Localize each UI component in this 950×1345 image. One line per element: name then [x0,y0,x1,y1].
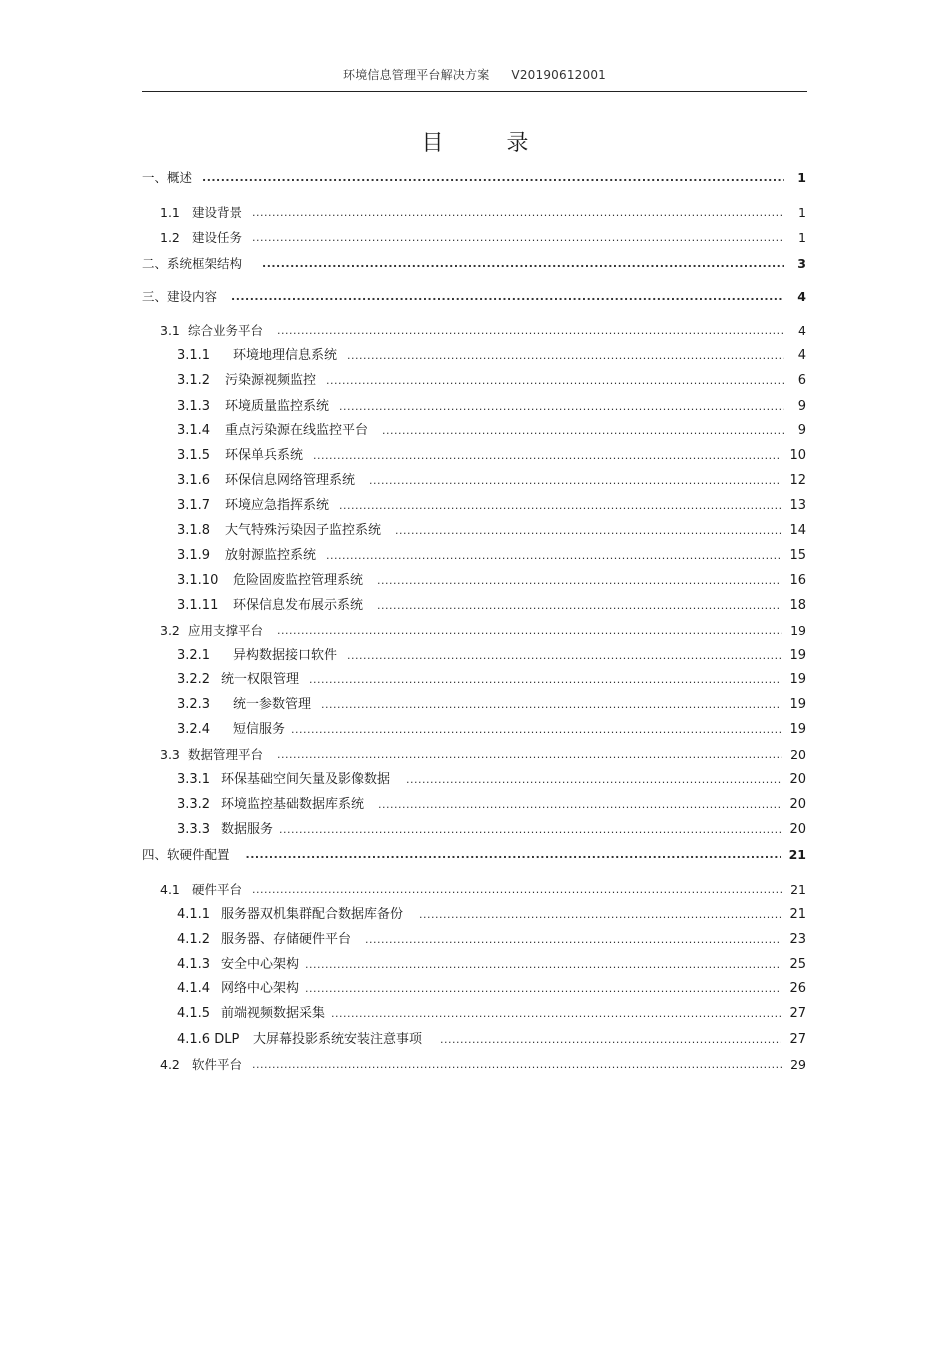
toc-entry-page: 21 [788,847,806,862]
toc-entry-page: 1 [797,170,806,185]
toc-entry-number: 3.1.4 [177,423,211,438]
toc-dot-leader [365,931,781,949]
toc-entry[interactable] [177,696,806,714]
toc-entry-label: 数据管理平台 [188,747,264,762]
toc-entry-number: 3.1.3 [177,399,211,414]
toc-entry[interactable] [142,288,806,306]
toc-entry-number: 3.1.11 [177,598,219,613]
toc-dot-leader [277,622,782,640]
toc-entry[interactable] [177,398,806,416]
toc-entry-number: 3.1.7 [177,498,211,513]
toc-entry[interactable] [177,597,806,615]
toc-entry-label: 四、软硬件配置 [142,847,230,862]
toc-entry-label: 环境质量监控系统 [225,399,330,414]
toc-entry-label: 二、系统框架结构 [142,256,243,271]
toc-entry-number: 3.1.8 [177,523,211,538]
toc-entry-number: 3.1.1 [177,348,211,363]
toc-entry-page: 15 [789,548,806,563]
toc-entry-page: 19 [789,697,806,712]
toc-entry[interactable] [177,906,806,924]
toc-dot-leader [377,597,781,615]
toc-entry[interactable] [177,1005,806,1023]
toc-entry[interactable] [142,846,806,864]
toc-dot-leader [326,372,784,390]
toc-entry-number: 4.1.2 [177,932,211,947]
toc-entry-page: 26 [789,981,806,996]
toc-entry-page: 23 [789,932,806,947]
toc-entry-number: 3.1.10 [177,573,219,588]
toc-entry[interactable] [177,956,806,974]
toc-entry-number: 1.1 [160,205,180,220]
toc-entry-label: 异构数据接口软件 [233,648,338,663]
toc-entry-page: 14 [789,523,806,538]
toc-entry[interactable] [177,422,806,440]
toc-entry-label: 硬件平台 [192,882,243,897]
toc-dot-leader [347,347,784,365]
toc-entry[interactable] [177,771,806,789]
toc-entry[interactable] [177,522,806,540]
document-code: V20190612001 [511,68,606,82]
toc-entry[interactable] [142,169,806,187]
toc-entry-page: 4 [797,289,806,304]
toc-dot-leader [231,288,784,306]
toc-entry[interactable] [177,796,806,814]
toc-entry-number: 4.1.4 [177,981,211,996]
page-header [142,66,807,83]
toc-entry-label: 建设背景 [192,205,243,220]
toc-dot-leader [347,647,781,665]
toc-entry-label: 大气特殊污染因子监控系统 [225,523,382,538]
toc-entry-number: 3.3.2 [177,797,211,812]
toc-dot-leader [440,1031,781,1049]
toc-entry[interactable] [177,497,806,515]
toc-entry-number: 4.1.3 [177,957,211,972]
toc-entry[interactable] [177,647,806,665]
toc-entry-page: 20 [790,747,806,762]
toc-entry-number: 3.2.2 [177,672,211,687]
toc-entry-page: 9 [797,399,806,414]
toc-dot-leader [291,721,781,739]
toc-dot-leader [326,547,781,565]
toc-dot-leader [246,846,781,864]
toc-entry-page: 27 [789,1032,806,1047]
toc-entry-label: 三、建设内容 [142,289,218,304]
toc-entry-number: 3.1.2 [177,373,211,388]
toc-entry-label: 短信服务 [233,722,286,737]
toc-entry[interactable] [160,1056,806,1074]
toc-entry[interactable] [177,447,806,465]
toc-entry-label: 安全中心架构 [221,957,300,972]
toc-entry-page: 21 [790,882,806,897]
toc-entry-page: 9 [797,423,806,438]
toc-entry-label: 数据服务 [221,822,274,837]
toc-entry-number: 4.1.6 DLP [177,1032,240,1047]
toc-entry-label: 环保基础空间矢量及影像数据 [221,772,391,787]
toc-entry-label: 软件平台 [192,1057,243,1072]
toc-entry-number: 4.1.5 [177,1006,211,1021]
toc-entry-page: 20 [789,822,806,837]
toc-dot-leader [339,497,781,515]
toc-entry-page: 19 [789,648,806,663]
toc-entry-number: 3.1.9 [177,548,211,563]
toc-dot-leader [395,522,781,540]
toc-entry-page: 19 [790,623,806,638]
toc-entry[interactable] [177,347,806,365]
toc-entry-page: 16 [789,573,806,588]
toc-entry-page: 4 [798,323,806,338]
toc-entry[interactable] [160,622,806,640]
toc-entry-number: 4.1.1 [177,907,211,922]
toc-entry[interactable] [177,572,806,590]
toc-dot-leader [277,746,782,764]
toc-entry-page: 29 [790,1057,806,1072]
toc-dot-leader [262,255,784,273]
document-title: 环境信息管理平台解决方案 [343,68,490,82]
toc-entry[interactable] [177,980,806,998]
toc-dot-leader [277,322,784,340]
toc-dot-leader [252,1056,782,1074]
toc-entry-label: 环保单兵系统 [225,448,304,463]
toc-entry-page: 25 [789,957,806,972]
header-divider [142,91,807,92]
toc-dot-leader [279,821,781,839]
toc-entry[interactable] [160,746,806,764]
toc-entry-label: 环境地理信息系统 [233,348,338,363]
toc-entry[interactable] [177,1031,806,1049]
toc-entry-label: 统一权限管理 [221,672,300,687]
toc-entry-number: 3.3 [160,747,180,762]
toc-entry[interactable] [142,255,806,273]
toc-entry-number: 4.1 [160,882,180,897]
toc-entry-page: 3 [797,256,806,271]
toc-entry-page: 6 [797,373,806,388]
toc-entry-label: 重点污染源在线监控平台 [225,423,369,438]
toc-entry-label: 网络中心架构 [221,981,300,996]
toc-dot-leader [369,472,781,490]
toc-dot-leader [378,796,781,814]
toc-entry-number: 3.3.3 [177,822,211,837]
toc-entry-number: 3.3.1 [177,772,211,787]
toc-dot-leader [252,229,784,247]
toc-entry-number: 3.2.4 [177,722,211,737]
toc-entry[interactable] [160,322,806,340]
toc-entry-number: 1.2 [160,230,180,245]
toc-entry-label: 环境监控基础数据库系统 [221,797,365,812]
toc-entry-label: 污染源视频监控 [225,373,317,388]
toc-entry-label: 服务器双机集群配合数据库备份 [221,907,404,922]
toc-title: 目 录 [421,131,557,156]
toc-dot-leader [339,398,784,416]
toc-dot-leader [406,771,781,789]
toc-entry-number: 3.1.6 [177,473,211,488]
toc-entry-page: 12 [789,473,806,488]
toc-dot-leader [331,1005,781,1023]
toc-entry-label: 统一参数管理 [233,697,312,712]
toc-entry-page: 19 [789,672,806,687]
toc-entry-page: 20 [789,797,806,812]
toc-entry-label: 应用支撑平台 [188,623,264,638]
toc-entry-label: 服务器、存储硬件平台 [221,932,352,947]
toc-entry-number: 4.2 [160,1057,180,1072]
toc-entry-number: 3.2 [160,623,180,638]
toc-entry-label: 前端视频数据采集 [221,1006,326,1021]
toc-entry-page: 27 [789,1006,806,1021]
toc-entry[interactable] [160,881,806,899]
toc-entry[interactable] [160,229,806,247]
toc-entry-label: 大屏幕投影系统安装注意事项 [253,1032,423,1047]
toc-dot-leader [202,169,784,187]
toc-dot-leader [313,447,781,465]
toc-dot-leader [305,956,781,974]
toc-entry-label: 综合业务平台 [188,323,264,338]
toc-entry-label: 环保信息网络管理系统 [225,473,356,488]
toc-entry[interactable] [177,472,806,490]
toc-entry-page: 20 [789,772,806,787]
toc-dot-leader [309,671,781,689]
toc-entry[interactable] [177,547,806,565]
toc-dot-leader [382,422,784,440]
toc-entry-label: 危险固废监控管理系统 [233,573,364,588]
toc-entry-page: 10 [789,448,806,463]
toc-entry-number: 3.1.5 [177,448,211,463]
toc-entry-label: 放射源监控系统 [225,548,317,563]
toc-entry-page: 21 [789,907,806,922]
toc-entry[interactable] [177,721,806,739]
toc-dot-leader [252,881,782,899]
toc-entry-page: 1 [798,230,806,245]
toc-entry[interactable] [177,372,806,390]
toc-entry-page: 19 [789,722,806,737]
toc-entry[interactable] [177,671,806,689]
toc-entry-page: 1 [798,205,806,220]
toc-entry-page: 13 [789,498,806,513]
toc-entry-label: 一、概述 [142,170,193,185]
toc-entry-page: 18 [789,598,806,613]
toc-entry-number: 3.1 [160,323,180,338]
toc-dot-leader [377,572,781,590]
toc-dot-leader [305,980,781,998]
toc-entry-label: 建设任务 [192,230,243,245]
toc-dot-leader [321,696,781,714]
toc-entry-number: 3.2.1 [177,648,211,663]
toc-entry-page: 4 [797,348,806,363]
toc-dot-leader [419,906,781,924]
toc-entry-label: 环境应急指挥系统 [225,498,330,513]
toc-entry[interactable] [160,204,806,222]
toc-entry[interactable] [177,821,806,839]
toc-entry-number: 3.2.3 [177,697,211,712]
toc-dot-leader [252,204,784,222]
toc-entry[interactable] [177,931,806,949]
toc-entry-label: 环保信息发布展示系统 [233,598,364,613]
